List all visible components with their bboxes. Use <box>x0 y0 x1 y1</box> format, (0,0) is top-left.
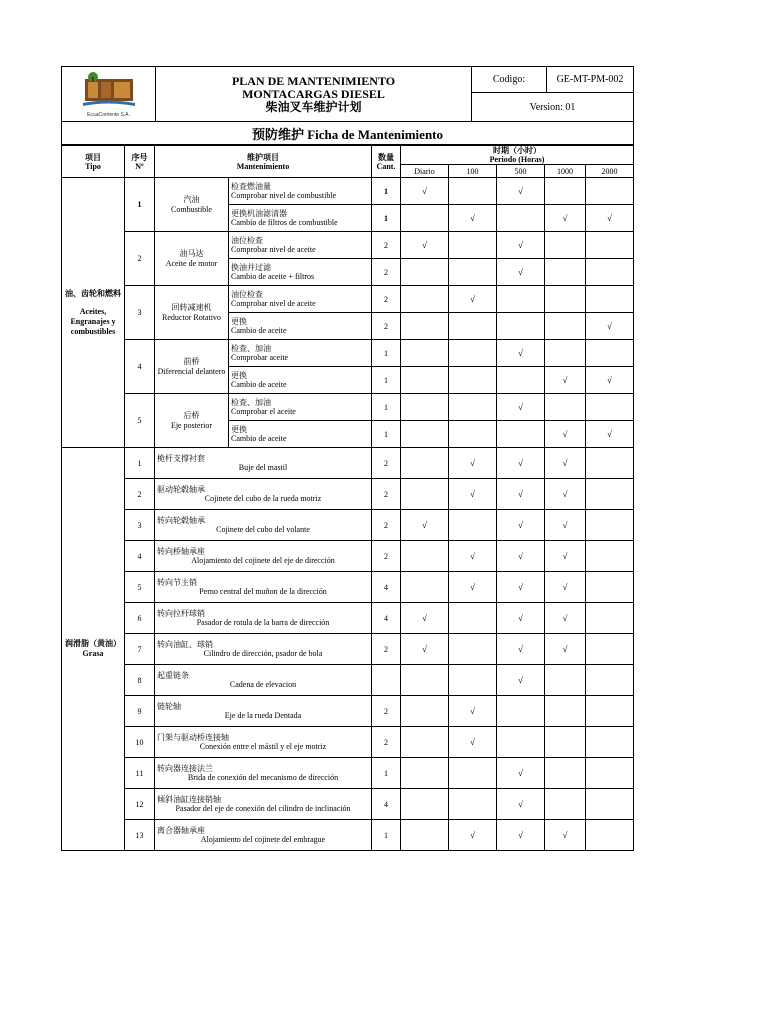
task-description <box>155 510 372 541</box>
task-quantity: 2 <box>372 634 401 665</box>
task-es: Comprobar el aceite <box>231 407 296 416</box>
period-check <box>586 758 634 789</box>
task-cn: 检查、加油 <box>231 398 271 407</box>
period-check <box>449 394 497 421</box>
table-row <box>62 758 634 789</box>
period-check <box>545 286 586 313</box>
item-number: 13 <box>125 820 155 851</box>
period-check <box>497 421 545 448</box>
task-es: Cojinete del cubo del volante <box>216 525 310 534</box>
table-row <box>62 286 634 313</box>
period-check: √ <box>497 789 545 820</box>
section-type-cn: 油、齿轮和燃料 <box>65 288 121 298</box>
period-check <box>586 572 634 603</box>
task-cn: 更换机油滤清器 <box>231 209 287 218</box>
task-cn: 换油并过滤 <box>231 263 271 272</box>
company-logo-icon <box>79 71 139 111</box>
task-quantity: 1 <box>372 205 401 232</box>
period-check: √ <box>401 178 449 205</box>
task-cn: 转向油缸、球销 <box>157 640 213 649</box>
table-row <box>62 634 634 665</box>
period-check <box>401 259 449 286</box>
period-check <box>586 479 634 510</box>
period-check: √ <box>497 340 545 367</box>
maintenance-sheet <box>61 66 633 851</box>
period-check <box>545 665 586 696</box>
task-cn: 油位检查 <box>231 236 263 245</box>
task-es: Pasador de rotula de la barra de dirección <box>196 618 330 627</box>
period-check <box>401 758 449 789</box>
task-quantity: 4 <box>372 572 401 603</box>
period-check <box>401 665 449 696</box>
task-cn: 更换 <box>231 317 247 326</box>
item-number: 7 <box>125 634 155 665</box>
task-es: Cambio de aceite <box>231 434 287 443</box>
period-check: √ <box>449 820 497 851</box>
item-number: 2 <box>125 232 155 286</box>
task-description <box>155 758 372 789</box>
header-table <box>61 66 634 145</box>
period-check <box>586 178 634 205</box>
period-check: √ <box>497 541 545 572</box>
task-quantity: 2 <box>372 727 401 758</box>
period-check <box>586 448 634 479</box>
col-mantenimiento: 维护项目 Mantenimiento <box>155 146 372 178</box>
task-description <box>155 448 372 479</box>
task-cn: 检查燃油量 <box>231 182 271 191</box>
task-cn: 桅杆支撑衬套 <box>157 454 205 463</box>
period-check: √ <box>497 178 545 205</box>
col-cantidad: 数量 Cant. <box>372 146 401 178</box>
task-cn: 转向拉杆球销 <box>157 609 205 618</box>
task-es: Comprobar nivel de aceite <box>231 299 316 308</box>
period-check: √ <box>497 758 545 789</box>
period-check: √ <box>449 727 497 758</box>
period-header: 2000 <box>586 165 634 178</box>
period-check <box>586 394 634 421</box>
period-check <box>586 634 634 665</box>
period-check <box>545 789 586 820</box>
period-check <box>586 665 634 696</box>
task-quantity: 2 <box>372 510 401 541</box>
period-check: √ <box>586 205 634 232</box>
period-check: √ <box>401 510 449 541</box>
table-row <box>62 696 634 727</box>
task-es: Brida de conexión del mecanismo de dirección <box>187 773 339 782</box>
section-type-es: Aceites, Engranajes y combustibles <box>70 306 116 336</box>
period-check <box>545 696 586 727</box>
task-quantity: 1 <box>372 394 401 421</box>
task-description <box>229 394 372 421</box>
period-check: √ <box>545 572 586 603</box>
section-type-cn: 润滑脂（黄油） <box>65 639 121 648</box>
item-number: 10 <box>125 727 155 758</box>
period-check <box>401 313 449 340</box>
task-es: Cojinete del cubo de la rueda motriz <box>204 494 322 503</box>
period-check <box>449 178 497 205</box>
section-type-grease <box>62 448 125 851</box>
task-es: Alojamiento del cojinete del eje de dirección <box>191 556 335 565</box>
task-description <box>155 789 372 820</box>
task-description <box>155 603 372 634</box>
period-header: 500 <box>497 165 545 178</box>
task-description <box>229 259 372 286</box>
task-es: Comprobar nivel de combustible <box>231 191 337 200</box>
task-quantity: 2 <box>372 479 401 510</box>
period-header: Diario <box>401 165 449 178</box>
task-es: Buje del mastil <box>238 463 288 472</box>
task-cn: 倾斜油缸连接销轴 <box>157 795 221 804</box>
task-quantity <box>372 665 401 696</box>
period-check <box>545 232 586 259</box>
task-description <box>229 313 372 340</box>
period-check: √ <box>545 541 586 572</box>
task-es: Cambio de aceite <box>231 326 287 335</box>
period-check <box>401 696 449 727</box>
task-cn: 油位检查 <box>231 290 263 299</box>
period-check <box>586 820 634 851</box>
period-check <box>449 603 497 634</box>
period-check <box>545 758 586 789</box>
item-number: 2 <box>125 479 155 510</box>
task-es: Comprobar aceite <box>231 353 289 362</box>
task-quantity: 2 <box>372 286 401 313</box>
period-check: √ <box>401 634 449 665</box>
item-part <box>155 340 229 394</box>
company-name: EcuaCorriente S.A. <box>87 111 130 118</box>
period-check: √ <box>449 286 497 313</box>
period-check <box>586 603 634 634</box>
period-check: √ <box>586 313 634 340</box>
period-check <box>449 259 497 286</box>
period-header: 100 <box>449 165 497 178</box>
period-check: √ <box>449 448 497 479</box>
part-cn: 回转减速机 <box>171 302 212 312</box>
task-cn: 驱动轮毂轴承 <box>157 485 205 494</box>
task-quantity: 2 <box>372 313 401 340</box>
task-description <box>229 178 372 205</box>
period-check: √ <box>586 367 634 394</box>
period-check <box>449 232 497 259</box>
table-row <box>62 541 634 572</box>
codigo-label: Codigo: <box>472 67 547 93</box>
table-row <box>62 572 634 603</box>
task-quantity: 4 <box>372 603 401 634</box>
period-check <box>401 820 449 851</box>
col-periodo: 时期（小时） Periodo (Horas) <box>401 146 634 165</box>
period-check <box>449 313 497 340</box>
period-check <box>586 286 634 313</box>
period-check: √ <box>449 696 497 727</box>
task-cn: 检查、加油 <box>231 344 271 353</box>
period-check <box>586 541 634 572</box>
part-es: Diferencial delantero <box>157 366 226 376</box>
period-check: √ <box>449 572 497 603</box>
period-check <box>449 634 497 665</box>
task-description <box>229 340 372 367</box>
task-quantity: 2 <box>372 541 401 572</box>
period-check <box>401 340 449 367</box>
period-check: √ <box>497 510 545 541</box>
period-check: √ <box>497 634 545 665</box>
table-row <box>62 510 634 541</box>
period-check <box>586 232 634 259</box>
period-check <box>545 727 586 758</box>
period-check: √ <box>401 603 449 634</box>
part-es: Eje posterior <box>170 420 213 430</box>
task-quantity: 4 <box>372 789 401 820</box>
table-row <box>62 448 634 479</box>
task-quantity: 1 <box>372 820 401 851</box>
task-description <box>155 634 372 665</box>
item-part <box>155 394 229 448</box>
period-check <box>449 510 497 541</box>
period-check <box>401 286 449 313</box>
task-description <box>155 572 372 603</box>
table-row <box>62 178 634 205</box>
period-check <box>449 367 497 394</box>
period-check: √ <box>545 510 586 541</box>
task-es: Cambio de filtros de combustible <box>231 218 338 227</box>
period-check <box>545 178 586 205</box>
task-es: Eje de la rueda Dentada <box>224 711 302 720</box>
task-cn: 转向器连接法兰 <box>157 764 213 773</box>
task-quantity: 1 <box>372 367 401 394</box>
period-check: √ <box>497 820 545 851</box>
period-check <box>497 696 545 727</box>
period-check <box>449 665 497 696</box>
task-quantity: 2 <box>372 696 401 727</box>
period-check <box>401 727 449 758</box>
item-number: 12 <box>125 789 155 820</box>
task-quantity: 1 <box>372 758 401 789</box>
period-check: √ <box>497 665 545 696</box>
period-check: √ <box>449 479 497 510</box>
period-check <box>497 727 545 758</box>
task-cn: 门架与驱动桥连接轴 <box>157 733 229 742</box>
period-check <box>401 479 449 510</box>
document-title: PLAN DE MANTENIMIENTO MONTACARGAS DIESEL 柴油叉车维护计划 <box>156 67 472 122</box>
task-description <box>229 367 372 394</box>
period-check: √ <box>586 421 634 448</box>
part-cn: 油马达 <box>179 248 204 258</box>
section-type-es: Grasa <box>82 649 104 658</box>
task-description <box>155 696 372 727</box>
task-cn: 链轮轴 <box>157 702 181 711</box>
version-label: Version: 01 <box>472 93 634 122</box>
task-cn: 更换 <box>231 371 247 380</box>
task-cn: 转向节主销 <box>157 578 197 587</box>
task-cn: 起重链条 <box>157 671 189 680</box>
period-check <box>497 367 545 394</box>
period-check <box>586 727 634 758</box>
task-description <box>155 479 372 510</box>
part-es: Aceite de motor <box>165 258 218 268</box>
period-check: √ <box>497 572 545 603</box>
task-description <box>155 541 372 572</box>
period-check: √ <box>545 634 586 665</box>
item-number: 4 <box>125 541 155 572</box>
task-es: Cadena de elevacion <box>229 680 297 689</box>
task-description <box>229 286 372 313</box>
table-row <box>62 479 634 510</box>
task-quantity: 1 <box>372 421 401 448</box>
period-check: √ <box>497 448 545 479</box>
col-no: 序号 Nº <box>125 146 155 178</box>
item-number: 4 <box>125 340 155 394</box>
section-type-oils <box>62 178 125 448</box>
task-es: Cambio de aceite + filtros <box>231 272 315 281</box>
period-check: √ <box>449 541 497 572</box>
period-check <box>449 340 497 367</box>
period-check: √ <box>545 367 586 394</box>
item-number: 5 <box>125 394 155 448</box>
period-check: √ <box>545 479 586 510</box>
task-es: Cambio de aceite <box>231 380 287 389</box>
period-check: √ <box>545 448 586 479</box>
codigo-value: GE-MT-PM-002 <box>547 67 634 93</box>
task-es: Comprobar nivel de aceite <box>231 245 316 254</box>
table-row <box>62 820 634 851</box>
task-cn: 转向轮毂轴承 <box>157 516 205 525</box>
period-check <box>586 510 634 541</box>
period-check <box>545 313 586 340</box>
period-check <box>497 313 545 340</box>
item-number: 3 <box>125 286 155 340</box>
task-quantity: 2 <box>372 448 401 479</box>
period-check <box>497 286 545 313</box>
item-part <box>155 232 229 286</box>
part-cn: 汽油 <box>183 194 200 204</box>
task-es: Pasador del eje de conexión del cilindro de inclinación <box>175 804 351 813</box>
period-check <box>449 789 497 820</box>
task-description <box>155 727 372 758</box>
period-check: √ <box>497 479 545 510</box>
period-check <box>545 259 586 286</box>
part-cn: 前桥 <box>183 356 200 366</box>
col-tipo: 项目 Tipo <box>62 146 125 178</box>
period-check: √ <box>545 603 586 634</box>
period-check: √ <box>545 421 586 448</box>
sheet-subtitle: 预防维护 Ficha de Mantenimiento <box>62 122 634 145</box>
task-description <box>155 665 372 696</box>
period-check <box>401 572 449 603</box>
period-check: √ <box>449 205 497 232</box>
task-quantity: 2 <box>372 232 401 259</box>
item-number: 3 <box>125 510 155 541</box>
period-check: √ <box>401 232 449 259</box>
period-check <box>401 789 449 820</box>
task-quantity: 1 <box>372 178 401 205</box>
period-check: √ <box>497 394 545 421</box>
part-cn: 后桥 <box>183 410 200 420</box>
period-check: √ <box>497 603 545 634</box>
period-header: 1000 <box>545 165 586 178</box>
part-es: Combustible <box>171 204 212 214</box>
task-cn: 转向桥轴承座 <box>157 547 205 556</box>
task-description <box>229 421 372 448</box>
period-check <box>449 421 497 448</box>
item-number: 1 <box>125 448 155 479</box>
table-row <box>62 232 634 259</box>
period-check: √ <box>497 259 545 286</box>
period-check <box>401 421 449 448</box>
period-check: √ <box>497 232 545 259</box>
item-part <box>155 286 229 340</box>
table-row <box>62 394 634 421</box>
item-number: 5 <box>125 572 155 603</box>
period-check: √ <box>545 205 586 232</box>
period-check <box>401 205 449 232</box>
task-es: Conexión entre el mástil y el eje motriz <box>199 742 327 751</box>
task-cn: 更换 <box>231 425 247 434</box>
period-check <box>545 394 586 421</box>
table-row <box>62 789 634 820</box>
part-es: Reductor Rotativo <box>162 312 221 322</box>
item-number: 6 <box>125 603 155 634</box>
task-quantity: 1 <box>372 340 401 367</box>
task-cn: 离合器轴承座 <box>157 826 205 835</box>
period-check <box>545 340 586 367</box>
task-description <box>155 820 372 851</box>
period-check <box>497 205 545 232</box>
period-check <box>401 367 449 394</box>
period-check <box>401 448 449 479</box>
period-check <box>401 394 449 421</box>
period-check <box>586 696 634 727</box>
item-number: 11 <box>125 758 155 789</box>
table-row <box>62 340 634 367</box>
table-row <box>62 603 634 634</box>
item-part <box>155 178 229 232</box>
period-check <box>401 541 449 572</box>
period-check <box>449 758 497 789</box>
period-check <box>586 340 634 367</box>
period-check <box>586 259 634 286</box>
logo-cell <box>62 67 156 122</box>
item-number: 1 <box>125 178 155 232</box>
task-es: Alojamiento del cojinete del embrague <box>200 835 326 844</box>
task-quantity: 2 <box>372 259 401 286</box>
task-es: Perno central del muñon de la dirección <box>199 587 327 596</box>
item-number: 9 <box>125 696 155 727</box>
task-description <box>229 205 372 232</box>
task-es: Cilindro de dirección, psador de bola <box>203 649 323 658</box>
table-row <box>62 727 634 758</box>
task-description <box>229 232 372 259</box>
item-number: 8 <box>125 665 155 696</box>
maintenance-table <box>61 145 634 851</box>
period-check: √ <box>545 820 586 851</box>
table-row <box>62 665 634 696</box>
period-check <box>586 789 634 820</box>
